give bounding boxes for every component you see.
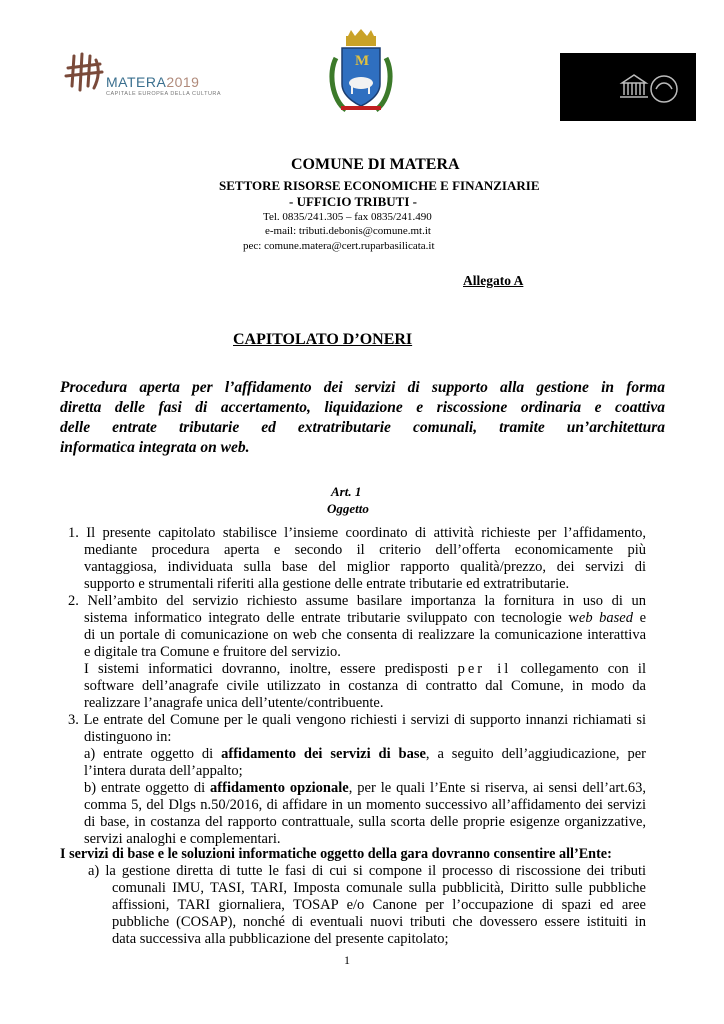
procedura-line: Procedura aperta per l’affidamento dei servizi di supporto alla gestione in forma <box>60 379 665 396</box>
item-1 <box>68 525 646 593</box>
document-title: CAPITOLATO D’ONERI <box>233 331 413 348</box>
item-line: realizzare l’anagrafe unica dell’utente/contribuente. <box>84 695 384 711</box>
item-line: l’intera durata dell’appalto; <box>84 763 243 779</box>
item-line: sistema informatico integrato delle entrate tributarie sviluppato con tecnologie web based e <box>84 610 647 626</box>
unesco-logo <box>560 53 696 121</box>
item-line: data successiva alla pubblicazione del presente capitolato; <box>112 931 449 947</box>
subitem-a <box>88 863 646 948</box>
header-pec: pec: comune.matera@cert.ruparbasilicata.it <box>243 240 435 252</box>
crest-icon <box>326 28 396 118</box>
item-line: b) entrate oggetto di affidamento opzionale, per le quali l’Ente si riserva, ai sensi dell’art.63, <box>84 780 646 796</box>
item-3 <box>68 712 646 848</box>
item-line: 1. Il presente capitolato stabilisce l’insieme coordinato di attività richieste per l’affidamento, <box>68 525 646 541</box>
item-line: distinguono in: <box>84 729 172 745</box>
procedura-line: diretta delle fasi di accertamento, liquidazione e riscossione ordinaria e coattiva <box>60 399 665 416</box>
item-2 <box>68 593 646 712</box>
servizi-heading: I servizi di base e le soluzioni informatiche oggetto della gara dovranno consentire all’Ente: <box>60 846 612 862</box>
matera-mark-icon <box>60 50 110 95</box>
allegato-label: Allegato A <box>463 273 524 288</box>
item-line: di base, in costanza del rapporto contrattuale, sulla scorta delle proprie esigenze organizzative, <box>84 814 646 830</box>
item-line: 3. Le entrate del Comune per le quali vengono richiesti i servizi di supporto innanzi richiamati si <box>68 712 646 728</box>
item-line: affissioni, TARI giornaliera, TOSAP e/o Canone per l’occupazione di spazi ed aree <box>112 897 646 913</box>
article-title: Oggetto <box>327 501 369 516</box>
item-line: supporto e strumentali riferiti alla gestione delle entrate tributarie ed extratributarie. <box>84 576 570 592</box>
item-line: a) la gestione diretta di tutte le fasi di cui si compone il processo di riscossione dei tributi <box>88 863 646 879</box>
item-line: comma 5, del Dlgs n.50/2016, di affidare in un momento successivo all’affidamento dei servizi <box>84 797 646 813</box>
item-line: software dell’anagrafe civile utilizzato in costanza di contratto dal Comune, in modo da <box>84 678 646 694</box>
article-number: Art. 1 <box>331 484 362 499</box>
item-line: I sistemi informatici dovranno, inoltre, essere predisposti per il collegamento con il <box>84 661 646 677</box>
item-line: e digitale tra Comune e fruitore del servizio. <box>84 644 341 660</box>
item-line: vantaggiosa, individuata sulla base del miglior rapporto qualità/prezzo, dei servizi di <box>84 559 646 575</box>
unesco-heritage-icon <box>560 53 696 121</box>
crest-letter: M <box>355 53 370 69</box>
item-line: mediante procedura aperta e secondo il criterio dell’offerta economicamente più <box>84 542 646 558</box>
procedura-block <box>60 378 665 458</box>
item-line: comunali IMU, TASI, TARI, Imposta comunale sulla pubblicità, Diritto sulle pubbliche <box>112 880 646 896</box>
header-phone: Tel. 0835/241.305 – fax 0835/241.490 <box>263 211 432 223</box>
comune-name: COMUNE DI MATERA <box>291 156 460 173</box>
web-based-text: eb based <box>578 610 633 626</box>
procedura-line: informatica integrata on web. <box>60 439 250 456</box>
item-line: 2. Nell’ambito del servizio richiesto assume basilare importanza la fornitura in uso di un <box>68 593 646 609</box>
matera-2019-logo <box>60 44 230 104</box>
ufficio-name: - UFFICIO TRIBUTI - <box>289 194 417 209</box>
matera-logo-subtitle: CAPITALE EUROPEA DELLA CULTURA <box>106 91 222 97</box>
comune-crest-logo <box>326 28 396 118</box>
procedura-line: delle entrate tributarie ed extratributarie comunali, tramite un’architettura <box>60 419 665 436</box>
page-number: 1 <box>344 953 350 967</box>
item-line: servizi analoghi e complementari. <box>84 831 281 847</box>
matera-logo-text: MATERA2019 <box>106 74 200 90</box>
settore-name: SETTORE RISORSE ECONOMICHE E FINANZIARIE <box>219 178 540 193</box>
item-line: di un portale di comunicazione on web che consenta di realizzare la comunicazione interattiva <box>84 627 646 643</box>
item-line: pubbliche (COSAP), nonché di eventuali nuovi tributi che dovessero essere istituiti in <box>112 914 646 930</box>
header-email: e-mail: tributi.debonis@comune.mt.it <box>265 225 431 237</box>
item-line: a) entrate oggetto di affidamento dei servizi di base, a seguito dell’aggiudicazione, per <box>84 746 646 762</box>
